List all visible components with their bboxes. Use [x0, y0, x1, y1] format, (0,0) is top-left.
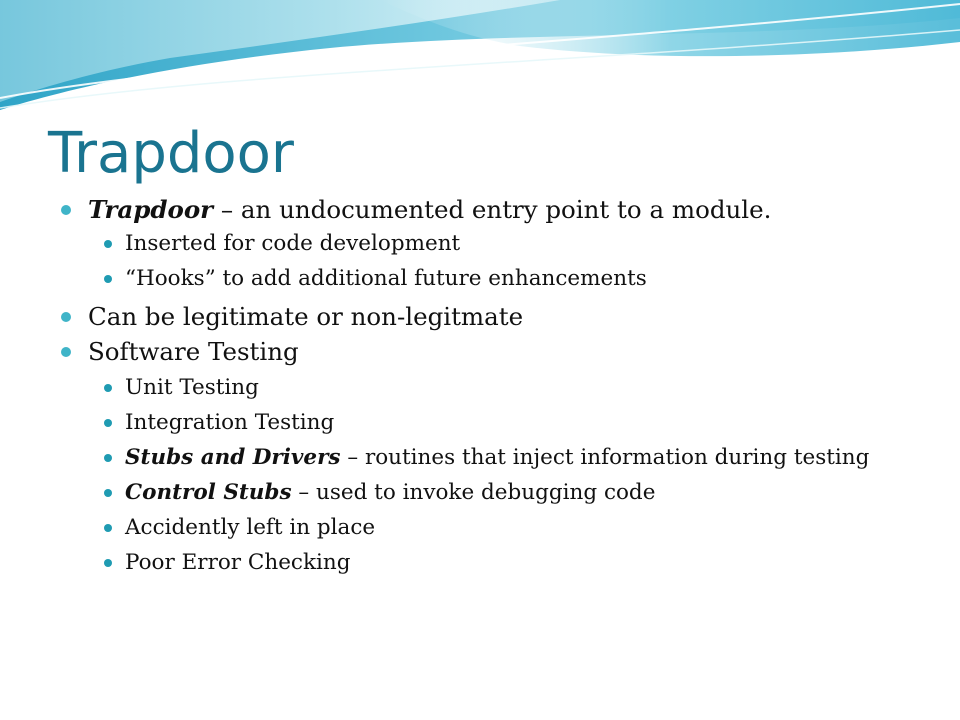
- bullet-item-legitimacy: [0, 301, 960, 333]
- bullet-text: Can be legitimate or non-legitmate: [88, 302, 524, 331]
- bullet-list: [0, 194, 960, 584]
- sub-bullet-text: Unit Testing: [125, 375, 259, 400]
- slide-title: Trapdoor: [48, 121, 294, 186]
- sub-bullet-text: – routines that inject information during testing: [340, 445, 870, 470]
- sub-bullet-item: [0, 374, 960, 402]
- bullet-dot-icon: [61, 312, 71, 322]
- sub-bullet-text: Integration Testing: [125, 410, 335, 435]
- bullet-term: Trapdoor: [88, 195, 214, 224]
- bullet-dot-icon: [104, 240, 112, 248]
- bullet-item-software-testing: [0, 336, 960, 368]
- sub-bullet-text: “Hooks” to add additional future enhancements: [125, 266, 647, 291]
- bullet-dot-icon: [104, 524, 112, 532]
- bullet-dot-icon: [104, 384, 112, 392]
- bullet-dot-icon: [104, 275, 112, 283]
- sub-bullet-text: Poor Error Checking: [125, 550, 351, 575]
- bullet-dot-icon: [61, 205, 71, 215]
- bullet-dot-icon: [104, 419, 112, 427]
- bullet-dot-icon: [104, 559, 112, 567]
- sub-bullet-term: Stubs and Drivers: [125, 445, 341, 470]
- bullet-dot-icon: [104, 454, 112, 462]
- sub-bullet-term: Control Stubs: [125, 480, 292, 505]
- bullet-dot-icon: [104, 489, 112, 497]
- bullet-dot-icon: [61, 347, 71, 357]
- sub-bullet-text: Accidently left in place: [125, 515, 376, 540]
- sub-bullet-item: [0, 444, 960, 472]
- sub-bullet-text: Inserted for code development: [125, 231, 461, 256]
- sub-bullet-item: [0, 549, 960, 577]
- sub-bullet-item: [0, 265, 960, 293]
- header-wave-decoration: [0, 0, 960, 130]
- bullet-item-trapdoor: [0, 194, 960, 226]
- sub-bullet-item: [0, 479, 960, 507]
- sub-bullet-item: [0, 514, 960, 542]
- bullet-text: – an undocumented entry point to a module.: [213, 195, 772, 224]
- sub-bullet-item: [0, 230, 960, 258]
- sub-bullet-text: – used to invoke debugging code: [291, 480, 656, 505]
- bullet-text: Software Testing: [88, 337, 299, 366]
- sub-bullet-item: [0, 409, 960, 437]
